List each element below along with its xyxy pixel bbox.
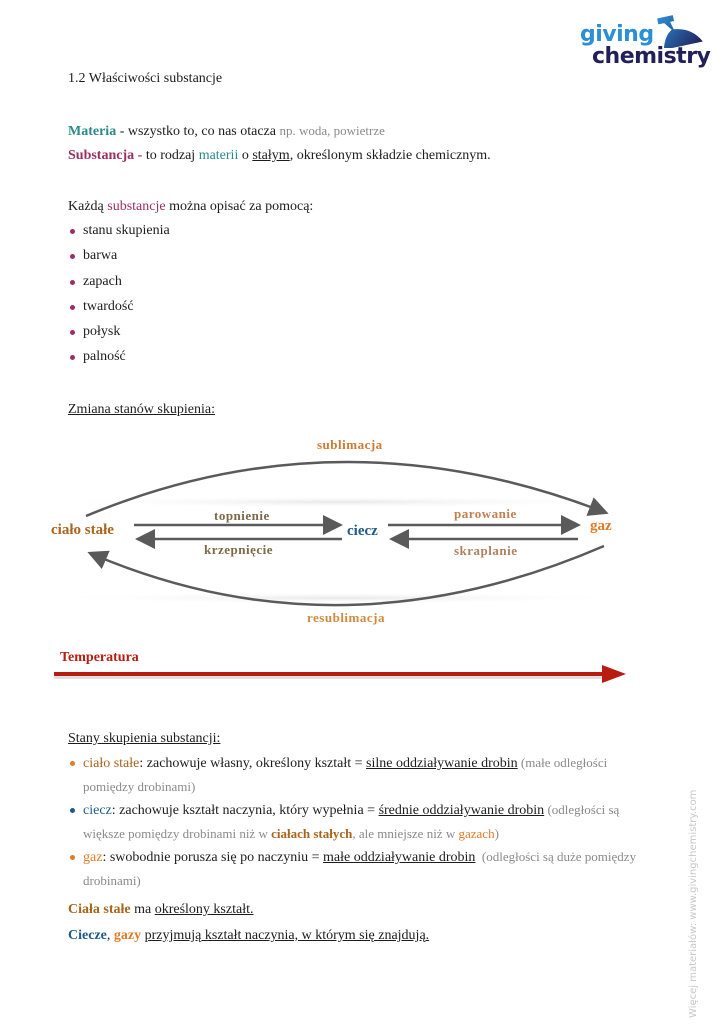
- state-desc: : zachowuje własny, określony kształt =: [139, 756, 367, 771]
- describe-intro: [68, 198, 313, 216]
- watermark-link[interactable]: Więcej materiałów: www.givingchemistry.com: [688, 789, 699, 1018]
- text: to rodzaj: [145, 148, 199, 163]
- dash: -: [134, 148, 146, 163]
- label-deposition: resublimacja: [307, 610, 385, 625]
- list-item: [68, 348, 170, 373]
- definition-substancja: [68, 147, 491, 165]
- term-substancja: Substancja: [68, 148, 135, 163]
- logo-text-chemistry: chemistry: [592, 44, 711, 69]
- item-label: twardość: [83, 298, 134, 314]
- temperature-arrow-icon: [50, 664, 630, 686]
- bullet-icon: [70, 254, 75, 259]
- text: , określonym składzie chemicznym.: [289, 148, 491, 163]
- summary-fluids: [68, 927, 429, 945]
- bullet-icon: [70, 855, 75, 860]
- list-item: [68, 298, 170, 323]
- label-condensation: skraplanie: [454, 543, 518, 558]
- list-item: [68, 323, 170, 348]
- state-gas: gaz: [590, 518, 612, 534]
- list-item-liquid: [68, 799, 658, 846]
- state-note: (odległości są większe pomiędzy drobinami niż w: [83, 802, 620, 841]
- label-freezing: krzepnięcie: [204, 542, 274, 557]
- interaction-strength: małe oddziaływanie drobin: [323, 850, 476, 865]
- materii-word: materii: [198, 148, 239, 163]
- item-label: połysk: [83, 324, 121, 340]
- text: ma: [130, 902, 155, 917]
- bullet-icon: [70, 761, 75, 766]
- substancje-word: substancje: [107, 199, 166, 214]
- label-melting: topnienie: [214, 508, 270, 523]
- materia-example: np. woda, powietrze: [279, 123, 385, 138]
- term-materia: Materia: [68, 124, 117, 139]
- flask-icon: [654, 12, 710, 48]
- state-solid: ciało stałe: [51, 522, 114, 538]
- fluids-shape-text: przyjmują kształt naczynia, w którym się znajdują.: [144, 928, 430, 943]
- term-liquids: Ciecze: [68, 928, 107, 943]
- item-label: barwa: [83, 248, 118, 264]
- temperature-label: Temperatura: [60, 650, 139, 665]
- text: ,: [106, 928, 114, 943]
- item-label: palność: [83, 349, 126, 365]
- interaction-strength: średnie oddziaływanie drobin: [378, 803, 545, 818]
- text: można opisać za pomocą:: [165, 199, 314, 214]
- section-title: 1.2 Właściwości substancje: [68, 71, 223, 86]
- state-name: gaz: [83, 850, 103, 865]
- bullet-icon: [70, 305, 75, 310]
- state-note: (małe odległości pomiędzy drobinami): [83, 755, 608, 794]
- list-item: [68, 247, 170, 272]
- text: o: [238, 148, 253, 163]
- state-liquid: ciecz: [347, 523, 378, 539]
- materia-definition: - wszystko to, co nas otacza: [116, 124, 280, 139]
- property-list: [68, 222, 170, 374]
- state-name: ciało stałe: [83, 756, 140, 771]
- label-evaporation: parowanie: [454, 506, 517, 521]
- state-desc: : zachowuje kształt naczynia, który wypełnia =: [111, 803, 379, 818]
- state-desc: : swobodnie porusza się po naczyniu =: [102, 850, 324, 865]
- state-name: ciecz: [83, 803, 112, 818]
- term-gases: gazy: [113, 928, 142, 943]
- label-sublimation: sublimacja: [317, 437, 383, 452]
- states-heading: Stany skupienia substancji:: [68, 731, 221, 746]
- item-label: zapach: [83, 273, 122, 289]
- states-list: [68, 752, 658, 893]
- summary-solids: [68, 901, 253, 919]
- interaction-strength: silne oddziaływanie drobin: [366, 756, 518, 771]
- solid-word: ciałach stałych: [271, 825, 353, 841]
- bullet-icon: [70, 280, 75, 285]
- list-item-gas: [68, 846, 658, 893]
- list-item: [68, 273, 170, 298]
- solids-shape-text: określony kształt.: [154, 902, 254, 917]
- definition-materia: [68, 122, 385, 141]
- list-item-solid: [68, 752, 658, 799]
- list-item: [68, 222, 170, 247]
- phase-change-diagram: [0, 430, 724, 630]
- bullet-icon: [70, 808, 75, 813]
- bullet-icon: [70, 330, 75, 335]
- text: Każdą: [68, 199, 108, 214]
- bullet-icon: [70, 355, 75, 360]
- term-solids: Ciała stałe: [68, 902, 131, 917]
- logo-text-giving: giving: [580, 22, 654, 47]
- state-note: ): [494, 825, 499, 841]
- stalym-word: stałym: [252, 148, 290, 163]
- giving-chemistry-logo: [580, 12, 716, 74]
- state-note: , ale mniejsze niż w: [352, 825, 459, 841]
- gas-word: gazach: [458, 825, 495, 841]
- item-label: stanu skupienia: [83, 223, 170, 238]
- bullet-icon: [70, 229, 75, 234]
- diagram-heading: Zmiana stanów skupienia:: [68, 402, 215, 417]
- state-note: (odległości są duże pomiędzy drobinami): [83, 849, 640, 888]
